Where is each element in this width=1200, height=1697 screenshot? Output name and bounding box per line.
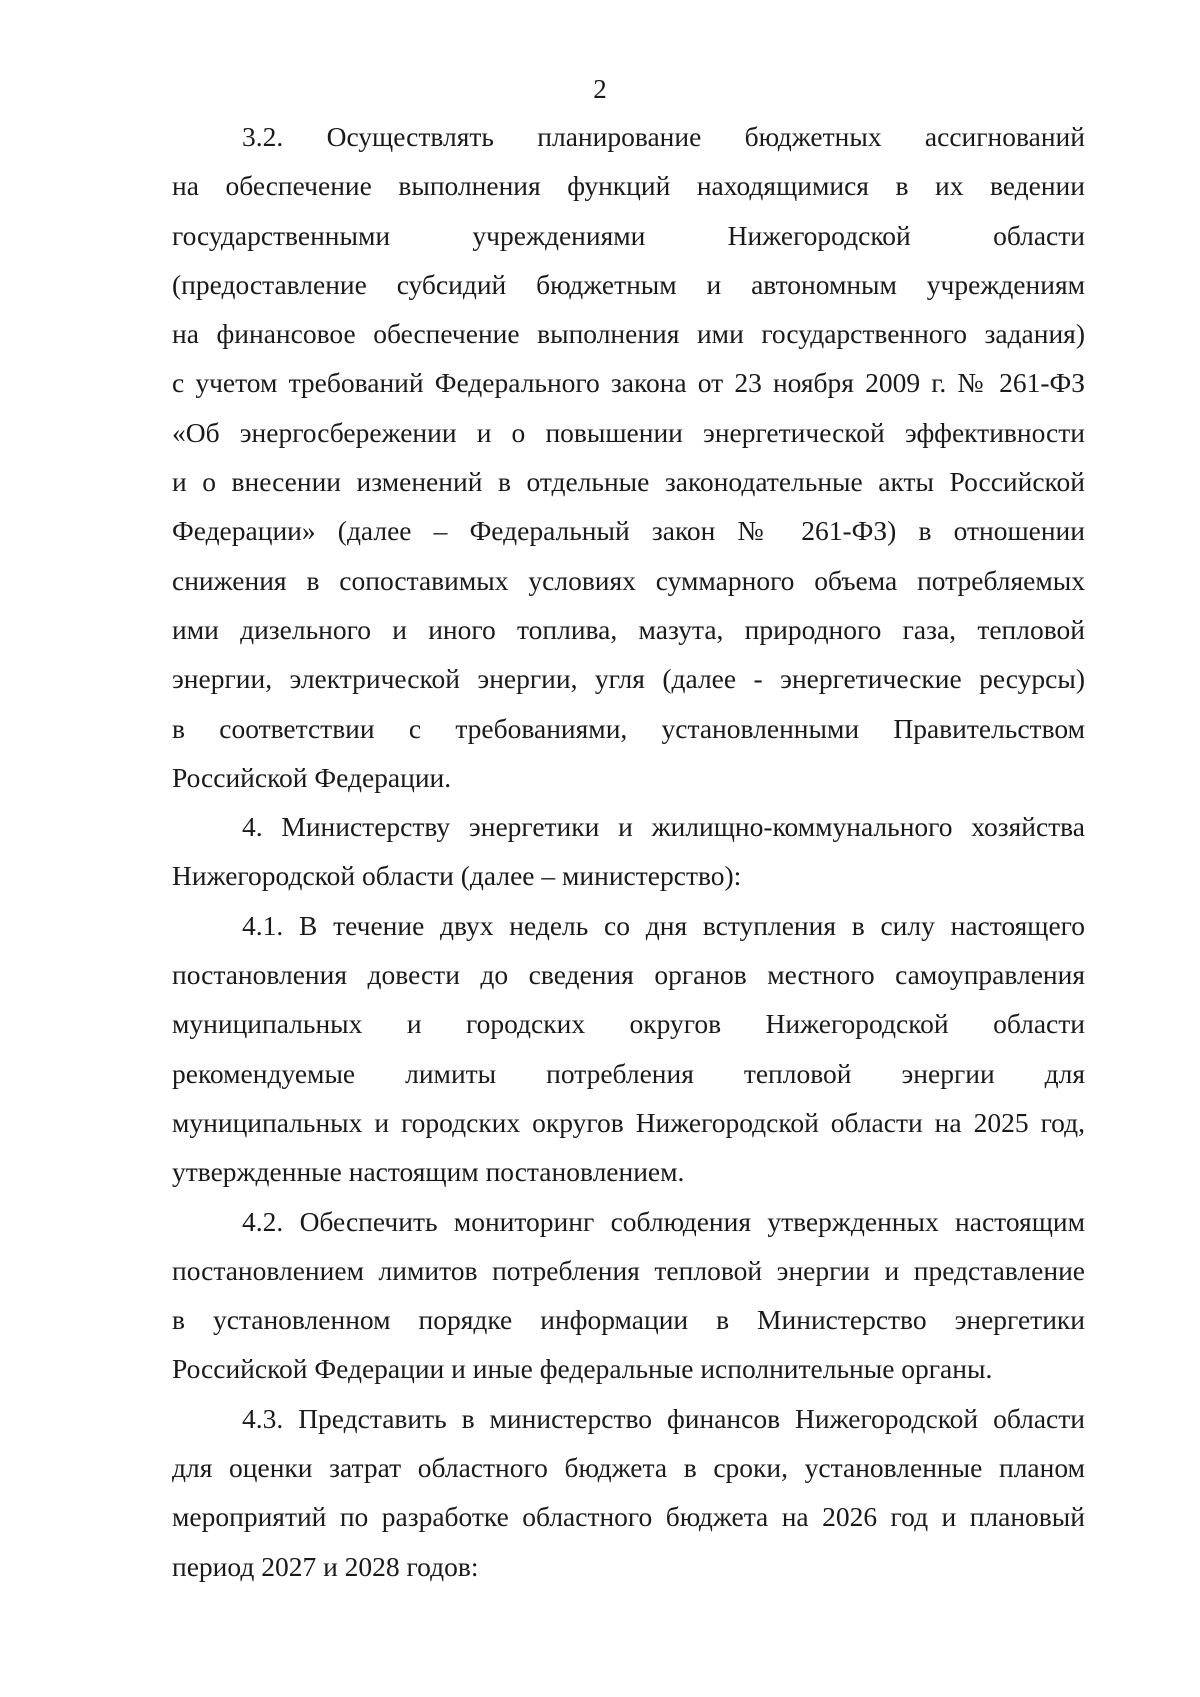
text-line: на финансовое обеспечение выполнения ими государственного задания)	[172, 318, 1085, 350]
text-line: на обеспечение выполнения функций находящимися в их ведении	[172, 170, 1085, 202]
text-line: снижения в сопоставимых условиях суммарного объема потребляемых	[172, 564, 1085, 596]
text-line: 4.1. В течение двух недель со дня вступления в силу настоящего	[242, 909, 1085, 941]
text-line: рекомендуемые лимиты потребления тепловой энергии для	[172, 1057, 1085, 1089]
text-line: государственными учреждениями Нижегородской области	[172, 219, 1085, 251]
text-line: Российской Федерации.	[172, 761, 452, 793]
text-line: Российской Федерации и иные федеральные исполнительные органы.	[172, 1353, 993, 1385]
paragraph-4-3	[172, 1394, 1085, 1591]
text-line: Нижегородской области (далее – министерство):	[172, 860, 742, 892]
text-line: с учетом требований Федерального закона от 23 ноября 2009 г. № 261-ФЗ	[172, 367, 1085, 399]
text-line: «Об энергосбережении и о повышении энергетической эффективности	[172, 416, 1085, 448]
text-line: мероприятий по разработке областного бюджета на 2026 год и плановый	[172, 1501, 1085, 1533]
text-line: постановлением лимитов потребления тепловой энергии и представление	[172, 1254, 1085, 1286]
text-line: и о внесении изменений в отдельные законодательные акты Российской	[172, 466, 1085, 498]
paragraph-3-2	[172, 112, 1085, 802]
text-line: в установленном порядке информации в Министерство энергетики	[172, 1304, 1085, 1336]
paragraph-4	[172, 802, 1085, 901]
page-number: 2	[593, 74, 607, 104]
text-line: (предоставление субсидий бюджетным и автономным учреждениям	[172, 268, 1085, 300]
paragraph-4-1	[172, 901, 1085, 1197]
document-body	[172, 112, 1085, 1591]
text-line: муниципальных и городских округов Нижегородской области на 2025 год,	[172, 1106, 1085, 1138]
text-line: постановления довести до сведения органов местного самоуправления	[172, 959, 1085, 991]
text-line: энергии, электрической энергии, угля (далее - энергетические ресурсы)	[172, 663, 1085, 695]
text-line: Федерации» (далее – Федеральный закон № 261-ФЗ) в отношении	[172, 515, 1085, 547]
text-line: 4. Министерству энергетики и жилищно-коммунального хозяйства	[242, 811, 1085, 843]
text-line: ими дизельного и иного топлива, мазута, природного газа, тепловой	[172, 613, 1085, 645]
text-line: 4.2. Обеспечить мониторинг соблюдения утвержденных настоящим	[242, 1205, 1085, 1237]
text-line: утвержденные настоящим постановлением.	[172, 1156, 685, 1188]
paragraph-4-2	[172, 1197, 1085, 1394]
text-line: 3.2. Осуществлять планирование бюджетных ассигнований	[242, 121, 1085, 152]
text-line: период 2027 и 2028 годов:	[172, 1550, 479, 1582]
text-line: для оценки затрат областного бюджета в сроки, установленные планом	[172, 1452, 1085, 1484]
text-line: муниципальных и городских округов Нижегородской области	[172, 1008, 1085, 1040]
text-line: в соответствии с требованиями, установленными Правительством	[172, 712, 1085, 744]
text-line: 4.3. Представить в министерство финансов Нижегородской области	[242, 1402, 1085, 1434]
